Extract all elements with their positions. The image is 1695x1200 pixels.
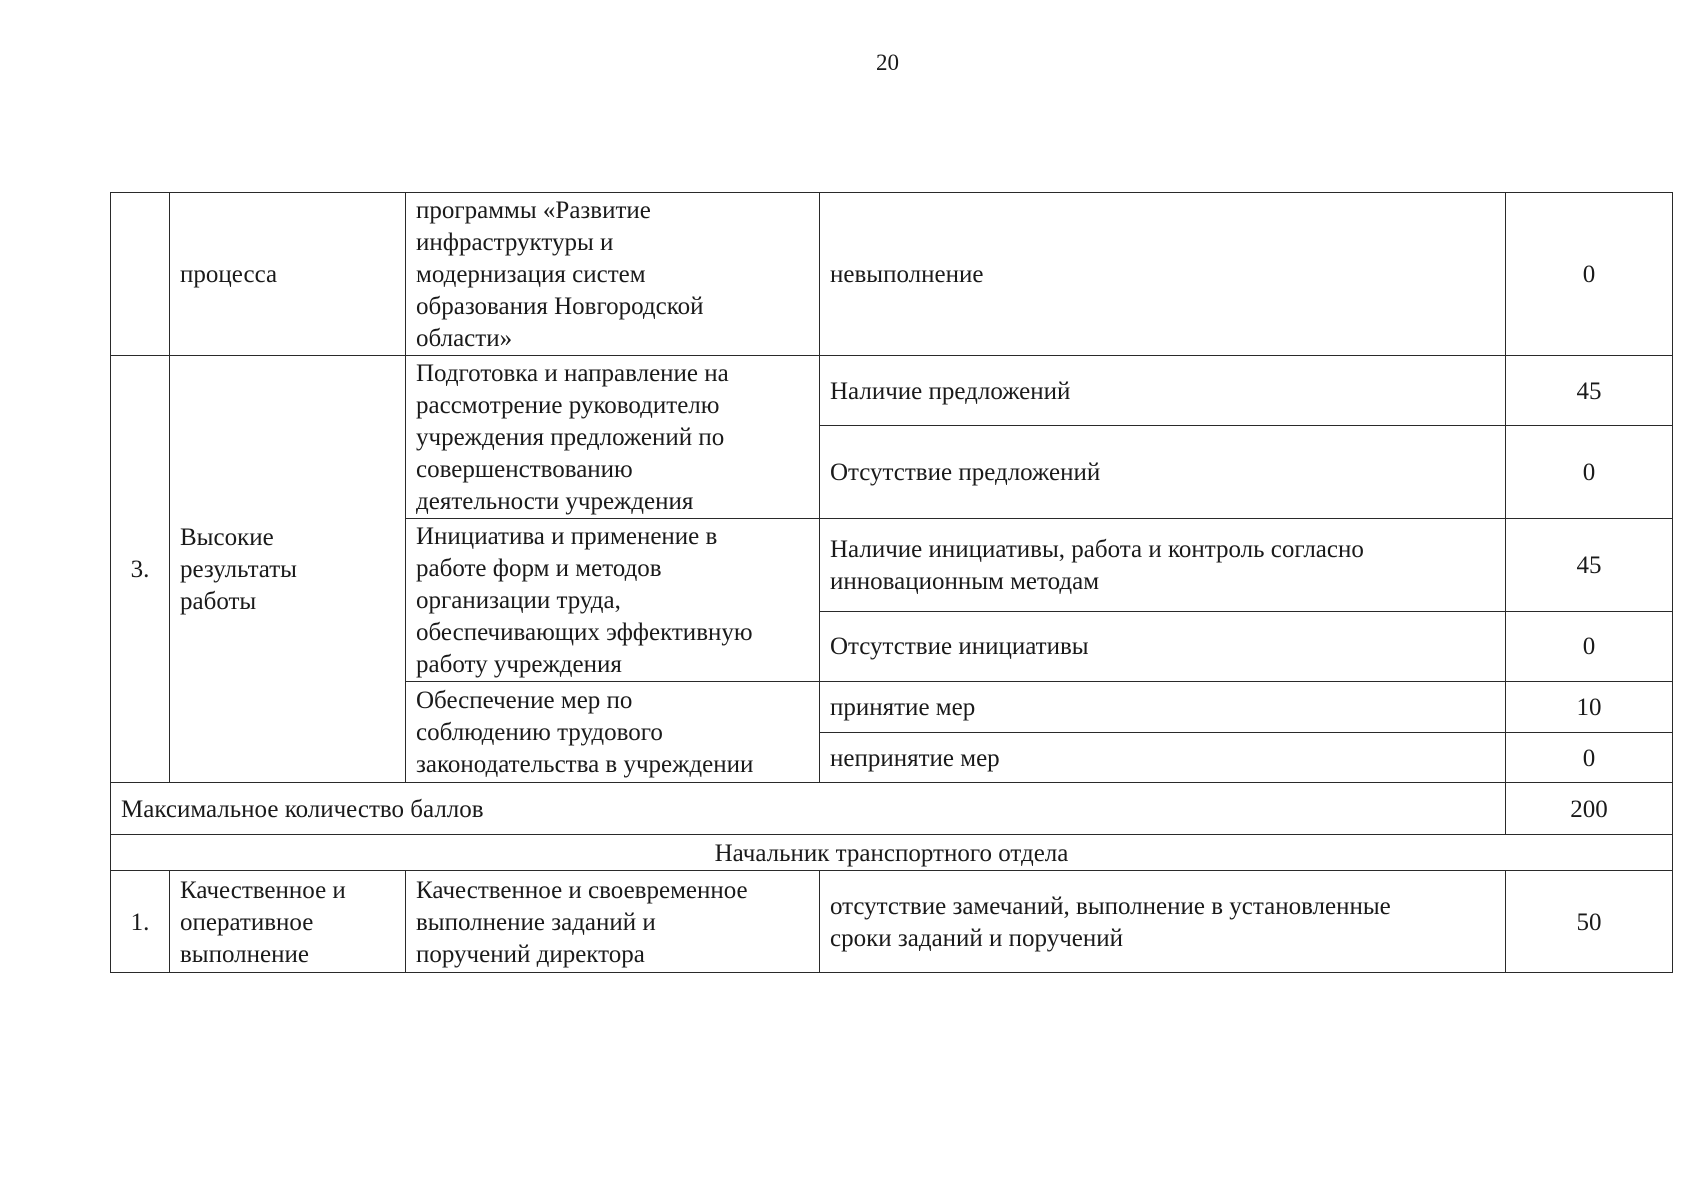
max-score-row	[111, 783, 1673, 835]
score-cell: 0	[1506, 193, 1673, 356]
indicator-line: Подготовка и направление на	[416, 360, 729, 387]
table-row	[111, 193, 1673, 356]
number-cell	[111, 193, 170, 356]
indicator-line: работу учреждения	[416, 651, 622, 678]
criterion-line: результаты	[180, 556, 297, 583]
criterion-line: выполнение	[180, 940, 309, 968]
indicator-line: инфраструктуры и	[416, 229, 614, 256]
page-number: 20	[876, 50, 899, 75]
score-cell: 0	[1506, 426, 1673, 519]
score-cell: 0	[1506, 733, 1673, 783]
indicator-line: выполнение заданий и	[416, 908, 656, 936]
indicator-line: Качественное и своевременное	[416, 876, 748, 904]
condition-line: отсутствие замечаний, выполнение в установленные	[830, 892, 1391, 920]
indicator-line: совершенствованию	[416, 456, 633, 483]
criterion-line: работы	[180, 588, 257, 615]
condition-line: сроки заданий и поручений	[830, 924, 1124, 952]
criteria-table	[110, 192, 1673, 973]
indicator-cell	[406, 193, 820, 356]
section-header: Начальник транспортного отдела	[111, 835, 1673, 871]
criterion-cell	[170, 356, 406, 783]
indicator-cell	[406, 682, 820, 783]
indicator-line: обеспечивающих эффективную	[416, 619, 753, 646]
section-header-row	[111, 835, 1673, 871]
criterion-text: процесса	[180, 261, 278, 288]
condition-cell: непринятие мер	[820, 733, 1506, 783]
condition-line: инновационным методам	[830, 567, 1100, 595]
condition-cell: Наличие предложений	[820, 356, 1506, 426]
score-cell: 45	[1506, 356, 1673, 426]
max-score-label: Максимальное количество баллов	[111, 783, 1506, 835]
criterion-line: Качественное и	[180, 876, 346, 904]
indicator-line: области»	[416, 325, 513, 352]
indicator-line: поручений директора	[416, 940, 645, 968]
condition-cell: невыполнение	[820, 193, 1506, 356]
condition-cell: принятие мер	[820, 682, 1506, 733]
condition-cell	[820, 519, 1506, 612]
criterion-line: оперативное	[180, 908, 314, 936]
table-row	[111, 871, 1673, 973]
score-cell: 45	[1506, 519, 1673, 612]
indicator-line: деятельности учреждения	[416, 488, 694, 515]
condition-line: Наличие инициативы, работа и контроль согласно	[830, 535, 1364, 563]
condition-cell	[820, 871, 1506, 973]
score-cell: 10	[1506, 682, 1673, 733]
indicator-line: рассмотрение руководителю	[416, 392, 720, 419]
indicator-line: Обеспечение мер по	[416, 687, 633, 714]
criterion-cell	[170, 193, 406, 356]
indicator-line: организации труда,	[416, 587, 621, 614]
criterion-cell	[170, 871, 406, 973]
indicator-line: образования Новгородской	[416, 293, 704, 320]
indicator-cell	[406, 519, 820, 682]
indicator-cell	[406, 356, 820, 519]
score-cell: 50	[1506, 871, 1673, 973]
number-cell: 1.	[111, 871, 170, 973]
indicator-line: соблюдению трудового	[416, 719, 663, 746]
max-score-value: 200	[1506, 783, 1673, 835]
number-cell: 3.	[111, 356, 170, 783]
indicator-line: учреждения предложений по	[416, 424, 725, 451]
indicator-cell	[406, 871, 820, 973]
indicator-line: работе форм и методов	[416, 555, 662, 582]
score-cell: 0	[1506, 611, 1673, 681]
indicator-line: законодательства в учреждении	[416, 751, 754, 778]
indicator-line: программы «Развитие	[416, 197, 651, 224]
indicator-line: модернизация систем	[416, 261, 646, 288]
criterion-line: Высокие	[180, 524, 274, 551]
condition-cell: Отсутствие инициативы	[820, 611, 1506, 681]
indicator-line: Инициатива и применение в	[416, 523, 718, 550]
table-row	[111, 356, 1673, 426]
condition-cell: Отсутствие предложений	[820, 426, 1506, 519]
